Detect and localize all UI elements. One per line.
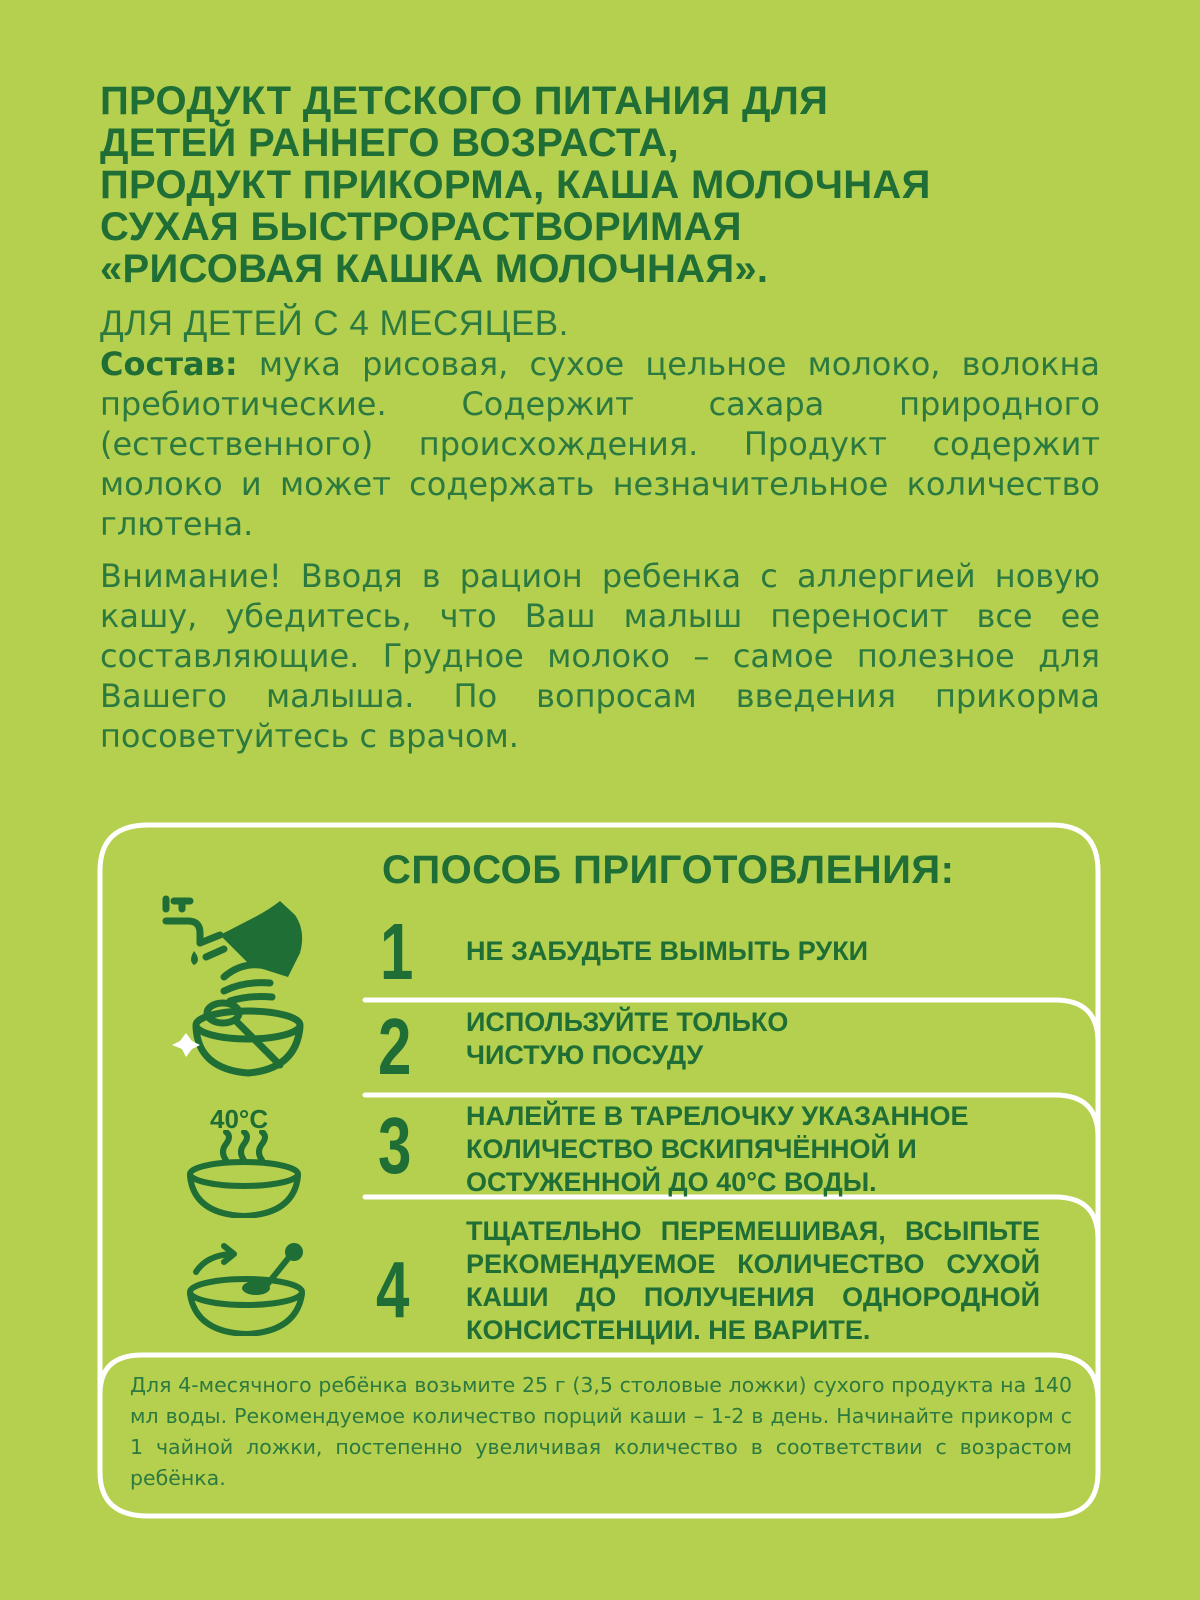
step-text: НЕ ЗАБУДЬТЕ ВЫМЫТЬ РУКИ	[466, 936, 869, 966]
composition-label: Состав:	[100, 345, 238, 383]
preparation-title: СПОСОБ ПРИГОТОВЛЕНИЯ:	[382, 848, 955, 892]
step-number: 3	[378, 1101, 412, 1190]
step-number: 2	[378, 1002, 412, 1091]
step-text: НАЛЕЙТЕ В ТАРЕЛОЧКУ УКАЗАННОЕ КОЛИЧЕСТВО ВСКИПЯЧЁННОЙ И ОСТУЖЕННОЙ ДО 40°С ВОДЫ.	[466, 1101, 969, 1197]
title-line: ДЕТЕЙ РАННЕГО ВОЗРАСТА,	[100, 121, 679, 165]
wash-hands-icon	[160, 895, 310, 1005]
step-text: ТЩАТЕЛЬНО ПЕРЕМЕШИВАЯ, ВСЫПЬТЕ РЕКОМЕНДУЕМОЕ КОЛИЧЕСТВО СУХОЙ КАШИ ДО ПОЛУЧЕНИЯ ОДНОРОДНОЙ КОНСИСТЕНЦИИ. НЕ ВАРИТЕ.	[466, 1216, 1040, 1345]
stir-bowl-icon	[186, 1240, 310, 1336]
age-recommendation: ДЛЯ ДЕТЕЙ С 4 МЕСЯЦЕВ.	[100, 304, 569, 343]
warning-paragraph: Внимание! Вводя в рацион ребенка с аллергией новую кашу, убедитесь, что Ваш малыш переносит все ее составляющие. Грудное молоко – самое полезное для Вашего малыша. По вопросам введения прикорма посоветуйтесь с врачом.	[100, 557, 1100, 755]
serving-note: Для 4-месячного ребёнка возьмите 25 г (3,5 столовые ложки) сухого продукта на 140 мл воды. Рекомендуемое количество порций каши – 1-2 в день. Начинайте прикорм с 1 чайной ложки, постепенно увеличивая количество в соответствии с возрастом ребёнка.	[130, 1373, 1072, 1490]
step-number: 4	[376, 1245, 410, 1334]
title-line: «РИСОВАЯ КАШКА МОЛОЧНАЯ».	[100, 247, 769, 291]
composition-text: мука рисовая, сухое цельное молоко, волокна пребиотические. Содержит сахара природного (естественного) происхождения. Продукт содержит молоко и может содержать незначительное количество глютена.	[100, 345, 1100, 543]
title-line: ПРОДУКТ ДЕТСКОГО ПИТАНИЯ ДЛЯ	[100, 79, 829, 123]
step-text: ИСПОЛЬЗУЙТЕ ТОЛЬКО ЧИСТУЮ ПОСУДУ	[466, 1007, 789, 1070]
title-line: ПРОДУКТ ПРИКОРМА, КАША МОЛОЧНАЯ	[100, 163, 931, 207]
title-line: СУХАЯ БЫСТРОРАСТВОРИМАЯ	[100, 205, 742, 249]
clean-dish-icon	[168, 995, 308, 1085]
temperature-label: 40°C	[210, 1104, 269, 1134]
warm-water-bowl-icon	[186, 1130, 306, 1218]
step-number: 1	[380, 907, 414, 996]
